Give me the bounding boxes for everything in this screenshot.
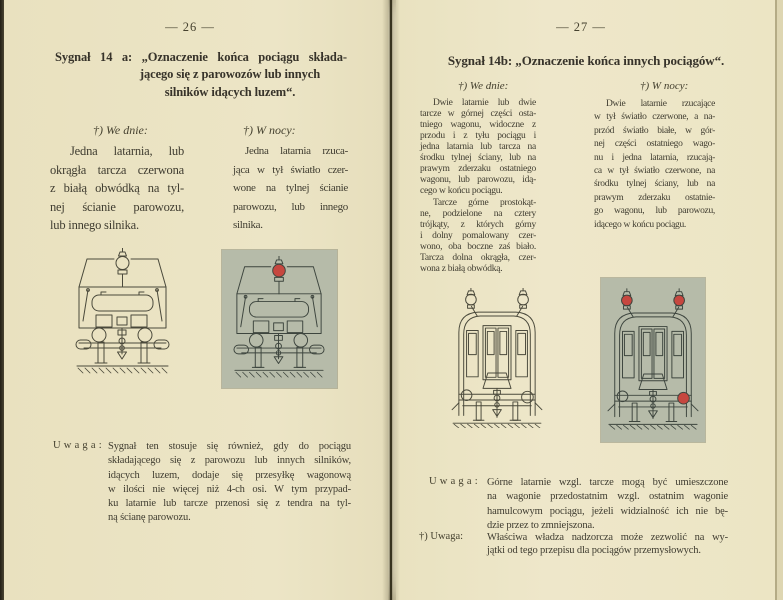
text-line: dzie przez to zmniejszona. <box>487 519 595 531</box>
right-note2-label: †) Uwaga: <box>419 531 464 542</box>
text-line: silnika. <box>233 219 263 232</box>
text-line: lub innego silnika. <box>50 218 139 233</box>
text-line: z białą obwódką na tyl- <box>50 181 184 196</box>
text-line: jąca w tył światło czer- <box>233 163 348 176</box>
text-line: ną ścianę parowozu. <box>108 512 191 524</box>
text-line: okrągła tarcza czerwona <box>50 162 184 177</box>
text-line: idących luzem, dodaje się przesyłkę wagonową <box>108 469 351 481</box>
text-line: hamulcowym pociągu, jeżeli widzialność ich nie bę- <box>487 505 728 517</box>
text-line: Tarcze górne prostokąt- <box>433 198 536 208</box>
text-line: ne, podzielone na cztery <box>420 209 536 219</box>
left-page-number: — 26 — <box>165 20 215 34</box>
right-night-paragraph <box>594 98 715 232</box>
left-note-label: Uwaga: <box>53 440 105 451</box>
text-line: wagonu, lub parowozu, idą- <box>420 175 536 185</box>
text-line: przód światło białe, w gór- <box>594 125 715 136</box>
right-page-number: — 27 — <box>556 20 606 34</box>
left-day-column-header: †) We dnie: <box>93 123 148 137</box>
right-day-column-header: †) We dnie: <box>458 80 509 92</box>
text-line: Jedna latarnia rzuca- <box>245 145 348 157</box>
book-left-edge <box>0 0 4 600</box>
text-line: wone na tylnej ścianie <box>233 182 348 195</box>
text-line: środku tylnej ściany, lub na <box>420 153 536 163</box>
title-line: Sygnał 14 a: „Oznaczenie końca pociągu składa- <box>55 50 347 64</box>
signal-14a-title <box>55 49 347 101</box>
text-line: przodu i z tyłu pociągu i <box>420 131 536 141</box>
right-day-paragraph-2 <box>420 198 536 275</box>
signal-14b-title: Sygnał 14b: „Oznaczenie końca innych pociągów“. <box>447 53 725 68</box>
text-line: idącego w końcu pociągu. <box>594 219 686 230</box>
text-line: Sygnał ten stosuje się również, gdy do pociągu <box>108 441 351 452</box>
figure-wagon-rear-night <box>601 278 705 442</box>
text-line: Jedna latarnia, lub <box>70 144 184 158</box>
text-line: wono, oba boczne zaś biało. <box>420 242 536 252</box>
text-line: ca w tył światło czerwone, na <box>594 166 715 177</box>
left-day-paragraph <box>50 142 184 235</box>
text-line: wona z białą obwódką. <box>420 264 503 274</box>
figure-locomotive-rear-day <box>75 248 170 378</box>
page-right-edge <box>777 0 783 600</box>
title-line: jącego się z parowozów lub innych <box>139 67 321 82</box>
book-gutter-line <box>390 0 392 600</box>
text-line: składającego się z parowozu lub innych silników, <box>108 455 351 467</box>
text-line: go wagonu, lub parowozu, <box>594 206 715 217</box>
text-line: i dolny pomalowany czer- <box>420 231 536 241</box>
text-line: trójkąty, z których górny <box>420 220 536 230</box>
left-note-paragraph <box>108 440 351 526</box>
text-line: Właściwa władza nadzorcza może zezwolić na wy- <box>487 532 728 543</box>
text-line: jątki od tego przepisu dla pociągów przemysłowych. <box>487 545 701 557</box>
text-line: cego w końcu pociągu. <box>420 186 503 196</box>
text-line: Dwie latarnie rzucające <box>606 99 715 109</box>
text-line: parowozu, lub innego <box>233 200 348 213</box>
right-day-paragraph-1 <box>420 98 536 197</box>
text-line: na wagonie przedostatnim wzgl. ostatnim wagonie <box>487 491 728 503</box>
text-line: Górne latarnie wzgl. tarcze mogą być umieszczone <box>487 477 728 488</box>
left-night-paragraph <box>233 142 348 235</box>
text-line: ku latarnie lub tarcze przenosi się z tendra na tyl- <box>108 498 351 510</box>
text-line: Tarcza dolna okrągła, czer- <box>420 253 536 263</box>
text-line: tarcze w górnej części osta- <box>420 109 536 119</box>
right-note1-paragraph <box>487 476 728 533</box>
text-line: prawym zderzaku ostatniego <box>420 164 536 174</box>
text-line: w ilości nie więcej niż 4-ch osi. W tym przypad- <box>108 483 351 495</box>
figure-locomotive-rear-night <box>222 250 337 388</box>
text-line: tniego wagonu, widoczne z <box>420 120 536 130</box>
text-line: nej ścianie parowozu, <box>50 199 184 214</box>
text-line: w tył światło czerwone, a na- <box>594 112 715 123</box>
right-note2-paragraph <box>487 531 728 557</box>
text-line: nu i jedna latarnia, rzucają- <box>594 152 715 163</box>
left-night-column-header: †) W nocy: <box>243 123 296 137</box>
right-night-column-header: †) W nocy: <box>640 80 689 92</box>
text-line: prawym zderzaku ostatnie- <box>594 192 715 203</box>
text-line: jedna latarnia lub tarcza na <box>420 142 536 152</box>
figure-wagon-rear-day <box>451 288 543 428</box>
right-note1-label: Uwaga: <box>429 476 481 487</box>
text-line: środku tylnej ściany, lub na <box>594 179 715 190</box>
text-line: Dwie latarnie lub dwie <box>433 98 536 108</box>
title-line: silników idących luzem“. <box>164 84 296 99</box>
text-line: nej części ostatniego wago- <box>594 139 715 150</box>
